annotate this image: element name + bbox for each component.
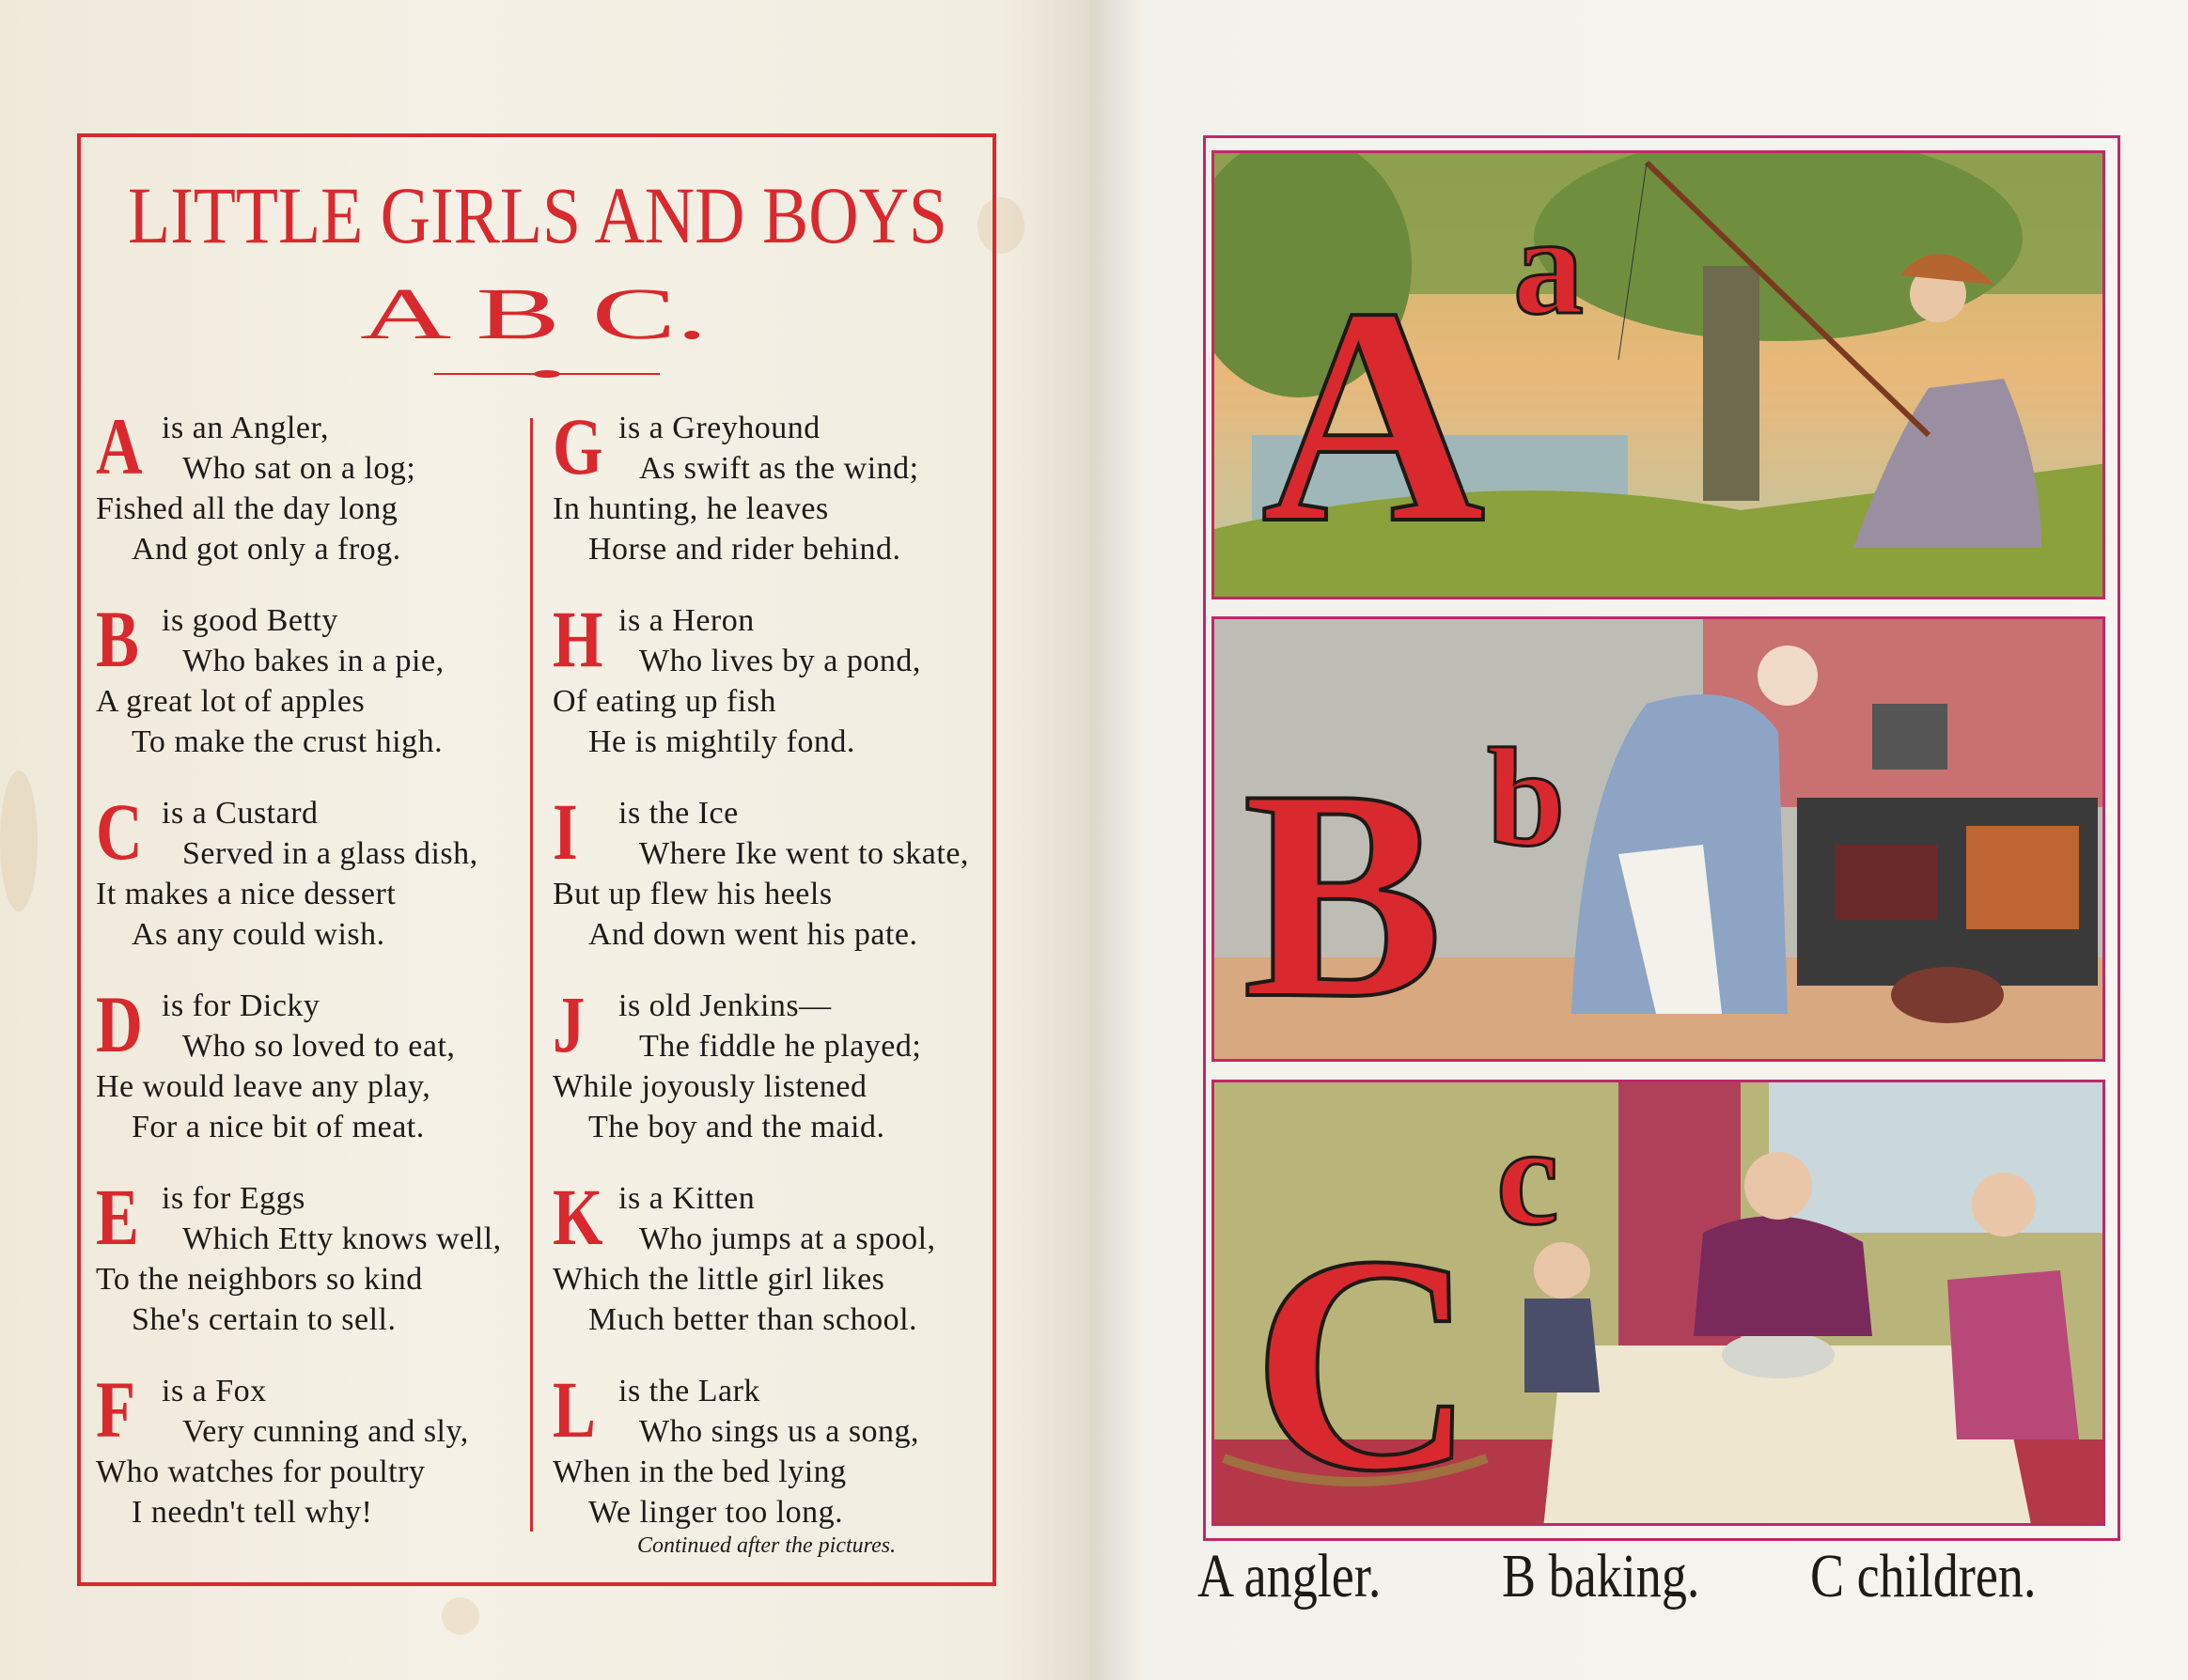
paper-stain: [0, 770, 38, 911]
verse-line: Horse and rider behind.: [588, 532, 901, 567]
verse-line: In hunting, he leaves: [553, 491, 829, 526]
verse-line: Of eating up fish: [553, 684, 776, 719]
verse-line: I needn't tell why!: [132, 1495, 373, 1530]
verse-line: Who sat on a log;: [182, 451, 416, 486]
baking-illustration: [1214, 619, 2105, 1062]
letter-upper-b: B: [1242, 728, 1444, 1061]
stanza-d: [96, 979, 538, 1157]
verse-line: Who watches for poultry: [96, 1454, 426, 1489]
verse-line: Much better than school.: [588, 1302, 918, 1337]
stanza-l: [553, 1364, 994, 1542]
verse-line: Very cunning and sly,: [182, 1414, 469, 1449]
stanza-a: [96, 401, 538, 579]
angler-illustration: [1214, 153, 2105, 599]
children-illustration: [1214, 1082, 2105, 1526]
paper-stain: [442, 1597, 479, 1635]
initial-letter: E: [96, 1172, 139, 1262]
letter-lower-b: b: [1487, 720, 1566, 876]
verse-line: is a Heron: [618, 603, 755, 638]
verse-line: is the Ice: [618, 796, 739, 831]
page-title: LITTLE GIRLS AND BOYS: [128, 170, 947, 260]
panel-baking: [1211, 616, 2105, 1062]
initial-letter: G: [553, 401, 603, 491]
initial-letter: A: [96, 401, 143, 491]
initial-letter: D: [96, 979, 143, 1069]
stanza-f: [96, 1364, 538, 1542]
verse-line: When in the bed lying: [553, 1454, 847, 1489]
verse-line: As swift as the wind;: [639, 451, 919, 486]
verse-line: He would leave any play,: [96, 1069, 431, 1104]
verse-line: Which the little girl likes: [553, 1262, 885, 1297]
verse-line: And down went his pate.: [588, 917, 918, 952]
stanza-h: [553, 594, 994, 771]
initial-letter: I: [553, 786, 578, 877]
verse-line: is for Eggs: [162, 1181, 305, 1216]
verse-line: But up flew his heels: [553, 877, 833, 911]
verse-line: Who so loved to eat,: [182, 1029, 456, 1064]
initial-letter: H: [553, 594, 603, 684]
verse-line: is the Lark: [618, 1374, 760, 1408]
stanza-e: [96, 1172, 538, 1349]
initial-letter: C: [96, 786, 143, 877]
stanza-i: [553, 786, 994, 964]
verse-line: The fiddle he played;: [639, 1029, 922, 1064]
caption-children: C children.: [1810, 1542, 2037, 1610]
letter-lower-a: a: [1513, 188, 1584, 344]
verse-line: Served in a glass dish,: [182, 836, 478, 871]
page-subtitle: A B C.: [360, 272, 708, 354]
verse-line: The boy and the maid.: [588, 1110, 885, 1144]
left-page: [0, 0, 1090, 1680]
initial-letter: B: [96, 594, 139, 684]
verse-line: As any could wish.: [132, 917, 385, 952]
verse-line: She's certain to sell.: [132, 1302, 397, 1337]
initial-letter: J: [553, 979, 586, 1069]
title-block: [0, 0, 1090, 395]
initial-letter: F: [96, 1364, 136, 1454]
verse-line: Fished all the day long: [96, 491, 399, 526]
verse-line: Who bakes in a pie,: [182, 644, 445, 678]
verse-line: A great lot of apples: [96, 684, 366, 719]
verse-line: Which Etty knows well,: [182, 1221, 502, 1256]
caption-angler: A angler.: [1197, 1542, 1382, 1610]
verse-line: is for Dicky: [162, 988, 320, 1023]
verse-line: is a Greyhound: [618, 411, 820, 445]
panel-children: [1211, 1080, 2105, 1526]
ornament-divider: [434, 370, 660, 378]
verse-line: To make the crust high.: [132, 724, 444, 759]
verse-line: He is mightily fond.: [588, 724, 855, 759]
stanza-c: [96, 786, 538, 964]
letter-upper-c: C: [1252, 1192, 1477, 1526]
stanza-b: [96, 594, 538, 771]
verse-line: While joyously listened: [553, 1069, 867, 1104]
verse-line: It makes a nice dessert: [96, 877, 397, 911]
verse-line: Where Ike went to skate,: [639, 836, 969, 871]
continued-note: Continued after the pictures.: [637, 1533, 897, 1558]
verse-line: is a Fox: [162, 1374, 267, 1408]
verse-line: is a Custard: [162, 796, 319, 831]
verse-line: For a nice bit of meat.: [132, 1110, 425, 1144]
verse-line: Who lives by a pond,: [639, 644, 921, 678]
column-divider: [530, 418, 533, 1532]
verse-line: is old Jenkins—: [618, 988, 832, 1023]
verse-line: Who jumps at a spool,: [639, 1221, 936, 1256]
panel-angler: [1211, 150, 2105, 599]
verse-line: Who sings us a song,: [639, 1414, 920, 1449]
letter-lower-c: c: [1496, 1098, 1559, 1254]
verse-line: is a Kitten: [618, 1181, 756, 1216]
verse-line: And got only a frog.: [132, 532, 401, 567]
initial-letter: L: [553, 1364, 596, 1454]
initial-letter: K: [553, 1172, 603, 1262]
stanza-g: [553, 401, 994, 579]
caption-baking: B baking.: [1502, 1542, 1700, 1610]
letter-upper-a: A: [1261, 244, 1486, 587]
verse-line: is good Betty: [162, 603, 338, 638]
verse-line: To the neighbors so kind: [96, 1262, 423, 1297]
stanza-j: [553, 979, 994, 1157]
verse-line: is an Angler,: [162, 411, 329, 445]
verse-line: We linger too long.: [588, 1495, 844, 1530]
stanza-k: [553, 1172, 994, 1349]
